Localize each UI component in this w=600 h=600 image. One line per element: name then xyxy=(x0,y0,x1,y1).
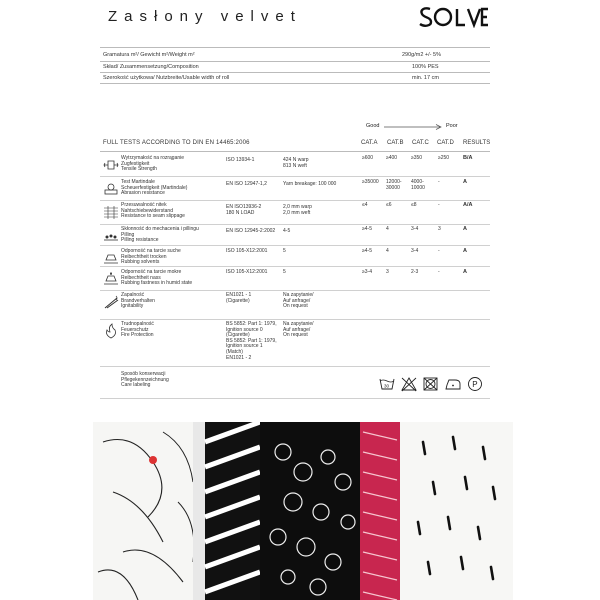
col-cat-a: CAT.A xyxy=(361,140,378,146)
test-standard: BS 5852: Part 1: 1979, Ignition source 0 (Cigarette) BS 5852: Part 1: 1979, Ignition source 1 (Match) EN1021 - 2 xyxy=(226,321,277,361)
cat-d-value: - xyxy=(438,179,440,185)
seam-slippage-icon xyxy=(103,204,119,220)
test-standard: EN1021 - 1 (Cigarette) xyxy=(226,292,252,304)
test-value: Na zapytanie/ Auf anfrage/ On request xyxy=(283,321,314,339)
cat-b-value: 12000- 30000 xyxy=(386,179,402,191)
row-divider xyxy=(100,245,490,246)
spec-value-weight: 290g/m2 +/- 5% xyxy=(402,52,441,58)
cat-c-value: ≥350 xyxy=(411,155,423,161)
cat-a-value: ≥3-4 xyxy=(362,269,372,275)
row-divider xyxy=(100,224,490,225)
tensile-strength-icon xyxy=(103,157,119,173)
test-name: Test Martindale Scheuerfestigkeit (Martindale) Abrasion resistance xyxy=(121,179,188,197)
scale-arrow-icon xyxy=(382,124,444,130)
svg-text:30: 30 xyxy=(384,383,390,389)
cat-c-value: 3-4 xyxy=(411,226,419,232)
test-result: A xyxy=(463,269,467,275)
row-divider xyxy=(100,398,490,399)
test-standard: EN ISO 12947-1,2 xyxy=(226,181,267,187)
spec-value-width: min. 17 cm xyxy=(412,75,439,81)
row-divider xyxy=(100,266,490,267)
test-name: Zapalność Brandverhalten Ignitability xyxy=(121,292,155,310)
cat-b-value: ≥400 xyxy=(386,155,398,161)
test-value: 5 xyxy=(283,248,286,254)
cat-b-value: ≤6 xyxy=(386,202,392,208)
scale-poor-label: Poor xyxy=(446,123,458,129)
test-standard: EN ISO 12945-2:2002 xyxy=(226,228,276,234)
page-title: Zasłony velvet xyxy=(108,8,302,25)
wash-30-icon xyxy=(380,379,394,389)
test-name: Wytrzymałość na rozrąganie Zugfestigkeit Tensile Strength xyxy=(121,155,185,173)
col-cat-d: CAT.D xyxy=(437,140,454,146)
row-divider xyxy=(100,290,490,291)
test-value: Na zapytanie/ Auf anfrage/ On request xyxy=(283,292,314,310)
test-result: A xyxy=(463,226,467,232)
test-standard: ISO 105-X12:2001 xyxy=(226,248,268,254)
spec-label-width: Szerokość użytkowa/ Nutzbreite/Usable width of roll xyxy=(103,75,230,81)
test-name: Trudnopalność Feuerschutz Fire Protection xyxy=(121,321,154,339)
ignitability-icon xyxy=(103,294,119,310)
spec-label-weight: Gramatura m²/ Gewicht m²/Weight m² xyxy=(103,52,195,58)
cat-a-value: ≤4 xyxy=(362,202,368,208)
cat-a-value: ≥600 xyxy=(362,155,374,161)
test-standard: ISO 13934-1 xyxy=(226,157,255,163)
test-name: Odporność na tarcie mokre Reibechtheit nass Rubbing fastness in humid state xyxy=(121,269,193,287)
no-tumble-dry-icon xyxy=(424,378,437,390)
spec-value-composition: 100% PES xyxy=(412,64,439,70)
cat-a-value: ≥4-5 xyxy=(362,226,372,232)
test-name: Odporność na tarcie suche Reibechtheit trocken Rubbing solvents xyxy=(121,248,181,266)
scale-good-label: Good xyxy=(366,123,380,129)
test-name: Skłonność do mechacenia i pillingu Pilling Pilling resistance xyxy=(121,226,199,244)
no-bleach-icon xyxy=(402,378,416,391)
tests-title: FULL TESTS ACCORDING TO DIN EN 14465:2006 xyxy=(103,140,250,146)
col-cat-b: CAT.B xyxy=(387,140,404,146)
row-divider xyxy=(100,319,490,320)
col-cat-c: CAT.C xyxy=(412,140,429,146)
cat-c-value: ≤8 xyxy=(411,202,417,208)
test-value: 2,0 mm warp 2,0 mm weft xyxy=(283,204,312,216)
svg-text:P: P xyxy=(472,380,478,389)
cat-c-value: 2-3 xyxy=(411,269,419,275)
test-result: B/A xyxy=(463,155,473,161)
care-icons xyxy=(379,376,487,390)
test-result: A xyxy=(463,179,467,185)
cat-d-value: - xyxy=(438,248,440,254)
brand-logo xyxy=(418,6,490,34)
test-value: Yarn breakage: 100 000 xyxy=(283,181,337,187)
cat-d-value: ≥250 xyxy=(438,155,450,161)
spec-label-composition: Skład/ Zusammensetzung/Composition xyxy=(103,64,199,70)
test-value: 4-5 xyxy=(283,228,291,234)
cat-b-value: 4 xyxy=(386,248,389,254)
row-divider xyxy=(100,366,490,367)
cat-b-value: 4 xyxy=(386,226,389,232)
cat-c-value: 4000- 10000 xyxy=(411,179,425,191)
test-standard: ISO 105-X12:2001 xyxy=(226,269,268,275)
pilling-icon xyxy=(103,228,119,244)
test-result: A xyxy=(463,248,467,254)
row-divider xyxy=(100,200,490,201)
abrasion-icon xyxy=(103,181,119,197)
cat-a-value: ≥4-5 xyxy=(362,248,372,254)
test-result: A/A xyxy=(463,202,473,208)
col-results: RESULTS xyxy=(463,140,491,146)
test-value: 5 xyxy=(283,269,286,275)
cat-a-value: ≥35000 xyxy=(362,179,379,185)
iron-low-icon xyxy=(446,380,460,389)
cat-b-value: 3 xyxy=(386,269,389,275)
fabric-rolls-photo xyxy=(93,422,513,600)
care-label: Sposób konserwacji Pflegekennzeichnung Care labeling xyxy=(121,371,169,389)
dry-clean-p-icon xyxy=(469,378,482,391)
fire-protection-icon xyxy=(103,323,119,339)
test-standard: EN ISO13936-2 180 N LOAD xyxy=(226,204,262,216)
rubbing-humid-icon xyxy=(103,271,119,287)
row-divider xyxy=(100,176,490,177)
cat-d-value: - xyxy=(438,269,440,275)
cat-d-value: 3 xyxy=(438,226,441,232)
cat-d-value: - xyxy=(438,202,440,208)
test-value: 424 N warp 813 N weft xyxy=(283,157,309,169)
rubbing-solvents-icon xyxy=(103,250,119,266)
test-name: Przesuwalność nitek Nahtschiebewiderstand Resistance to seam slippage xyxy=(121,202,185,220)
cat-c-value: 3-4 xyxy=(411,248,419,254)
